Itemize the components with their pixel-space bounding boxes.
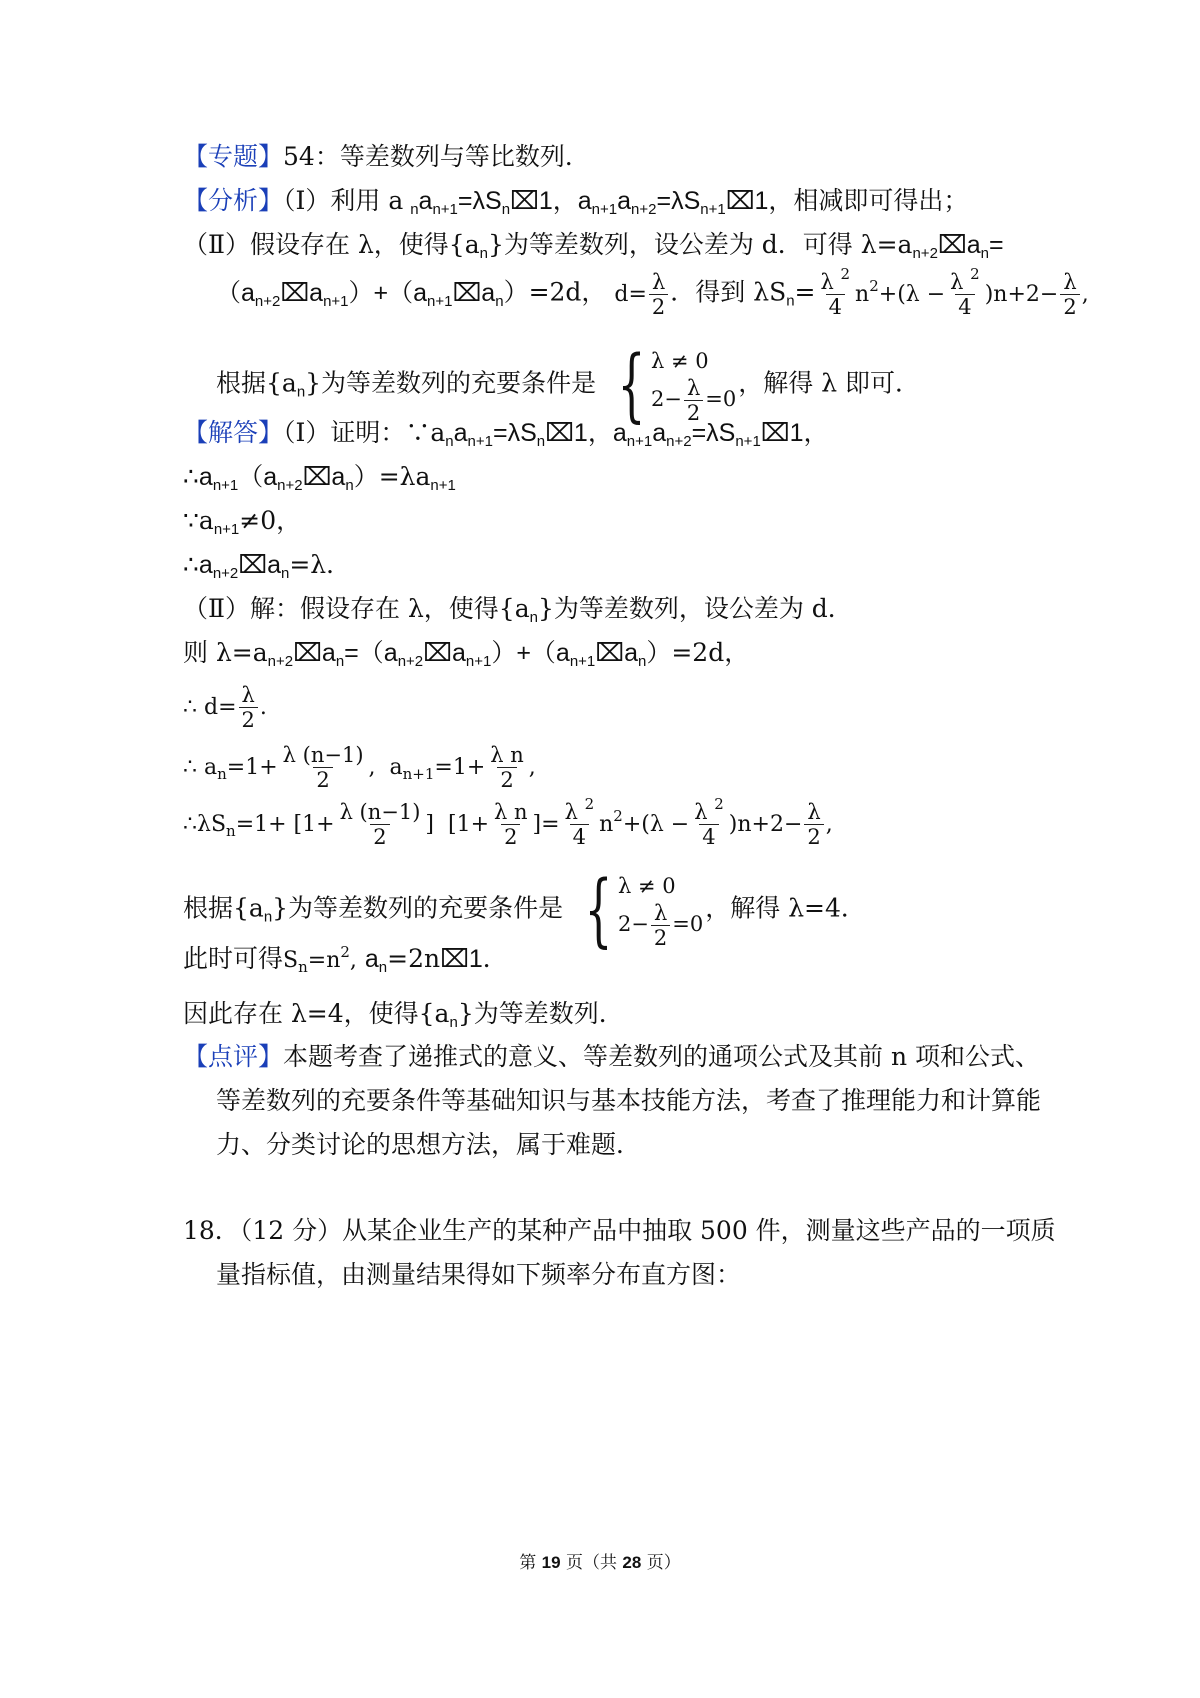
solution-line-12: 因此存在 λ=4，使得$\{a_n\}$为等差数列． [183,999,624,1031]
solution-line-7 [183,683,267,732]
footer-pre: 第 [519,1553,537,1573]
footer-page-number: 19 [541,1553,561,1572]
solution-then-tail: ）=2d， [646,638,750,667]
comment-line-1 [183,1040,1040,1074]
topic-label: 【专题】 [183,142,284,171]
solution-now: 此时可得 [183,944,284,973]
solution-then: 则 λ=a [183,638,268,667]
solution-line-1: 【解答】（Ⅰ）证明：$\because a_na_{n+1}=\lambda S_n⌧1$，$a_{n+1}a_{n+2}=\lambda S_{n+1}⌧1$， [183,418,829,450]
solution-line-6: 则 $\lambda=a_{n+2}⌧a_n=(a_{n+2}⌧a_{n+1})+(a_{n+1}⌧a_n)=2d$， [183,638,750,670]
solution-cond-tail: ，解得 λ=4． [705,893,866,923]
question-18-text-2: 量指标值，由测量结果得如下频率分布直方图： [216,1260,742,1289]
solution-part2-tail: }为等差数列，设公差为 d． [537,594,853,623]
page-footer [0,1548,1200,1573]
footer-post: 页） [646,1553,681,1573]
solution-cond-mid: }为等差数列的充要条件是 [272,893,564,923]
solution-exists-tail: }为等差数列． [457,999,624,1028]
analysis-text-1: （Ⅰ）利用 a [283,186,404,215]
topic-line [183,140,590,174]
analysis-text-1-tail: ，相减即可得出； [768,186,969,215]
formula-Sn: $\frac{\lambda ^2}{4}$ $n^2+(\lambda$ − $\frac{\lambda ^2}{4}$ )n+2− $\frac{\lambda}{2}$ , [820,265,1089,319]
solution-text-1: （Ⅰ）证明：∵a [283,418,446,447]
formula-Sn-n2: $S_n=n^2$, [283,943,357,976]
analysis-text-4: 根据{a [216,368,297,398]
solution-part2: （Ⅱ）解：假设存在 λ，使得{a [183,594,530,623]
formula-d-half: d= $\frac{\lambda}{2}$ [614,282,670,307]
analysis-text-3: ）=2d， [503,277,607,307]
question-18-line-1 [183,1214,1056,1248]
comment-text-2: 等差数列的充要条件等基础知识与基本技能方法，考查了推理能力和计算能 [216,1086,1042,1115]
analysis-label: 【分析】 [183,186,284,215]
topic-text: 54：等差数列与等比数列． [283,142,590,171]
solution-line-10: 根据$\{a_n\}$为等差数列的充要条件是 { λ ≠ 0 2− $\frac{\lambda}{2}$ =0 ，解得 λ=4． [183,863,866,956]
analysis-line-1: 【分析】（Ⅰ）利用 a $_na_{n+1}=\lambda S_n⌧1$，$a_{n+1}a_{n+2}=\lambda S_{n+1}⌧1$，相减即可得出； [183,186,969,218]
analysis-text-2: （Ⅱ）假设存在 λ，使得{a [183,230,480,259]
solution-line-11: 此时可得$S_n=n^2$, $a_n=2n⌧1$． [183,943,508,976]
footer-total-pages: 28 [622,1553,642,1572]
analysis-line-4: 根据$\{a_n\}$为等差数列的充要条件是 { λ ≠ 0 2− $\frac{\lambda}{2}$ =0 ，解得 λ 即可． [216,338,920,431]
solution-line-9 [183,795,833,849]
analysis-text-2b: }为等差数列，设公差为 d．可得 λ=a [487,230,913,259]
solution-cond-pre: 根据{a [183,893,264,923]
solution-line-8 [183,743,536,792]
solution-therefore1-tail: =λa [378,462,431,491]
comment-line-3 [216,1128,641,1162]
footer-mid: 页（共 [566,1553,617,1573]
solution-label: 【解答】 [183,418,284,447]
condition-system-2: { λ ≠ 0 2− $\frac{\lambda}{2}$ =0 [584,863,704,956]
comment-text-1: 本题考查了递推式的意义、等差数列的通项公式及其前 n 项和公式、 [283,1042,1041,1071]
comment-line-2 [216,1084,1041,1118]
formula-an: ∴ $a_n=1+$ $\frac{\lambda (n-1)}{2}$ , $a_{n+1}=1+$ $\frac{\text{λ n}}{2}$ , [183,743,536,792]
solution-line-3: $\because a_{n+1}\ne 0$， [183,506,302,538]
solution-because2-tail: ≠0， [239,506,302,535]
question-18-line-2 [216,1258,741,1292]
formula-lambda-Sn: $\therefore\lambda S_n=1+ [1+$ $\frac{\lambda (n-1)}{2}$ ] [1+ $\frac{\text{λ n}}{2}$ ]= $\frac{\lambda ^2}{4}$ $n^2+(\lambda$ − $\frac{\lambda ^2}{4}$ )n+2− $\frac{\lambda}{2}$ , [183,795,833,849]
analysis-text-4-mid: }为等差数列的充要条件是 [305,368,597,398]
analysis-line-3: $(a_{n+2}⌧a_{n+1})+(a_{n+1}⌧a_n)=2d$， d= $\frac{\lambda}{2}$ ．得到 $\lambda S_n=$ $\frac{\lambda ^2}{4}$ $n^2+(\lambda$ − $\frac{\lambda ^2}{4}$ )n+2− $\frac{\lambda}{2}$ , [216,265,1089,319]
comment-label: 【点评】 [183,1042,284,1071]
solution-line-2: $\therefore a_{n+1}(a_{n+2}⌧a_n)=\lambda a_{n+1}$ [183,462,456,494]
comment-text-3: 力、分类讨论的思想方法，属于难题． [216,1130,642,1159]
formula-d: ∴ d= $\frac{\lambda}{2}$ . [183,683,267,732]
solution-because2: ∵a [183,506,214,535]
question-18-text-1: 18．（12 分）从某企业生产的某种产品中抽取 500 件，测量这些产品的一项质 [183,1216,1056,1245]
solution-line-4: $\therefore a_{n+2}⌧a_n=\lambda$． [183,550,352,582]
analysis-line-2: （Ⅱ）假设存在 λ，使得$\{a_n\}$为等差数列，设公差为 d．可得 $\lambda=a_{n+2}⌧a_n=$ [183,230,1004,262]
solution-exists: 因此存在 λ=4，使得{a [183,999,450,1028]
solution-now-tail: =2n [387,944,441,973]
analysis-got: ．得到 λS [670,277,787,307]
solution-therefore2-tail: =λ． [289,550,352,579]
solution-line-5: （Ⅱ）解：假设存在 λ，使得$\{a_n\}$为等差数列，设公差为 d． [183,594,853,626]
condition-system-1: { λ ≠ 0 2− $\frac{\lambda}{2}$ =0 [617,338,737,431]
analysis-text-4-tail: ，解得 λ 即可． [738,368,920,398]
